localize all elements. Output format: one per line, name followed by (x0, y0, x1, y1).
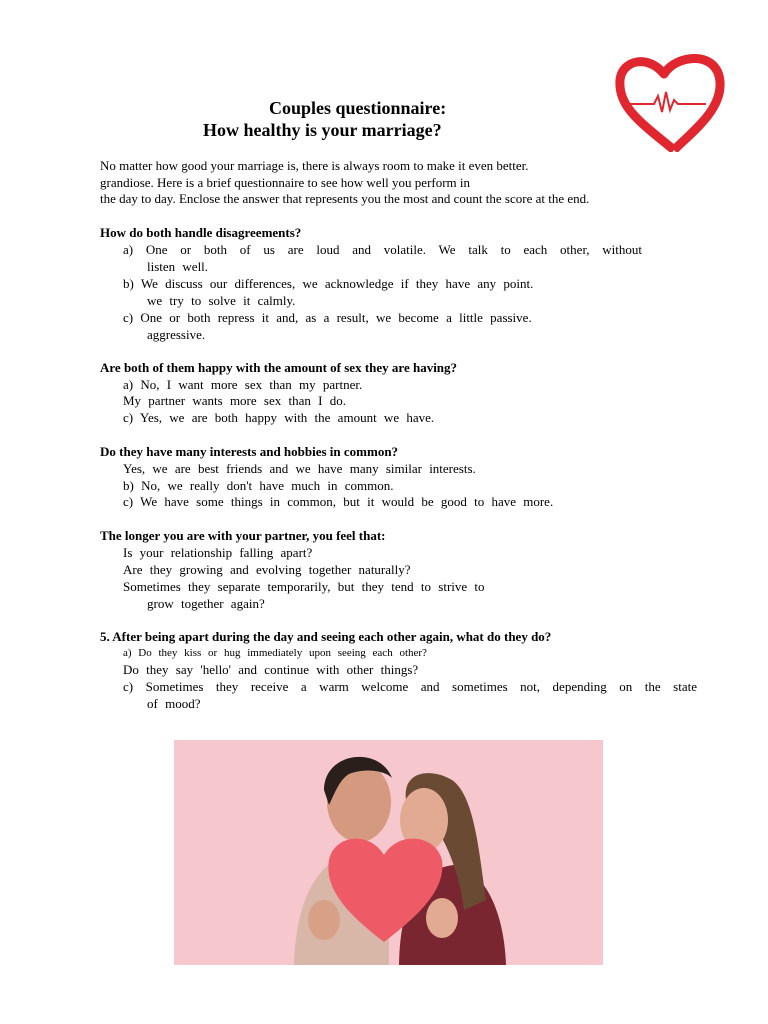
question-2: Are both of them happy with the amount of sex they are having? (100, 360, 458, 375)
question-5: 5. After being apart during the day and seeing each other again, what do they do? (100, 629, 552, 644)
title-line-2: How healthy is your marriage? (203, 120, 442, 140)
question-2-option-b: My partner wants more sex than I do. (123, 393, 346, 408)
question-3-option-c: c) We have some things in common, but it would be good to have more. (123, 494, 554, 509)
question-5-option-b: Do they say 'hello' and continue with other things? (123, 662, 419, 677)
couple-kissing-photo (174, 740, 603, 965)
intro-line-1: No matter how good your marriage is, there is always room to make it even better. (100, 158, 529, 173)
question-1-option-a: a) One or both of us are loud and volatile. We talk to each other, without (123, 242, 642, 257)
question-5-option-a: a) Do they kiss or hug immediately upon seeing each other? (123, 647, 427, 659)
question-1-option-c: c) One or both repress it and, as a result, we become a little passive. (123, 310, 532, 325)
question-4-option-c-cont: grow together again? (147, 596, 265, 611)
question-4-option-a: Is your relationship falling apart? (123, 545, 313, 560)
intro-line-3: the day to day. Enclose the answer that represents you the most and count the score at the end. (100, 191, 590, 206)
heart-heartbeat-icon (610, 52, 728, 152)
question-3: Do they have many interests and hobbies in common? (100, 444, 399, 459)
question-4-option-c: Sometimes they separate temporarily, but they tend to strive to (123, 579, 485, 594)
question-3-option-b: b) No, we really don't have much in common. (123, 478, 394, 493)
question-3-option-a: Yes, we are best friends and we have many similar interests. (123, 461, 476, 476)
question-5-option-c-cont: of mood? (147, 696, 201, 711)
question-5-option-c: c) Sometimes they receive a warm welcome and sometimes not, depending on the state (123, 679, 697, 694)
question-1-option-b-cont: we try to solve it calmly. (147, 293, 296, 308)
question-1-option-a-cont: listen well. (147, 259, 209, 274)
title-line-1: Couples questionnaire: (269, 98, 447, 118)
question-1: How do both handle disagreements? (100, 225, 302, 240)
question-2-option-a: a) No, I want more sex than my partner. (123, 377, 363, 392)
question-1-option-b: b) We discuss our differences, we acknowledge if they have any point. (123, 276, 534, 291)
question-4: The longer you are with your partner, you feel that: (100, 528, 386, 543)
question-2-option-c: c) Yes, we are both happy with the amount we have. (123, 410, 435, 425)
intro-line-2: grandiose. Here is a brief questionnaire to see how well you perform in (100, 175, 471, 190)
question-1-option-c-cont: aggressive. (147, 327, 206, 342)
question-4-option-b: Are they growing and evolving together naturally? (123, 562, 411, 577)
